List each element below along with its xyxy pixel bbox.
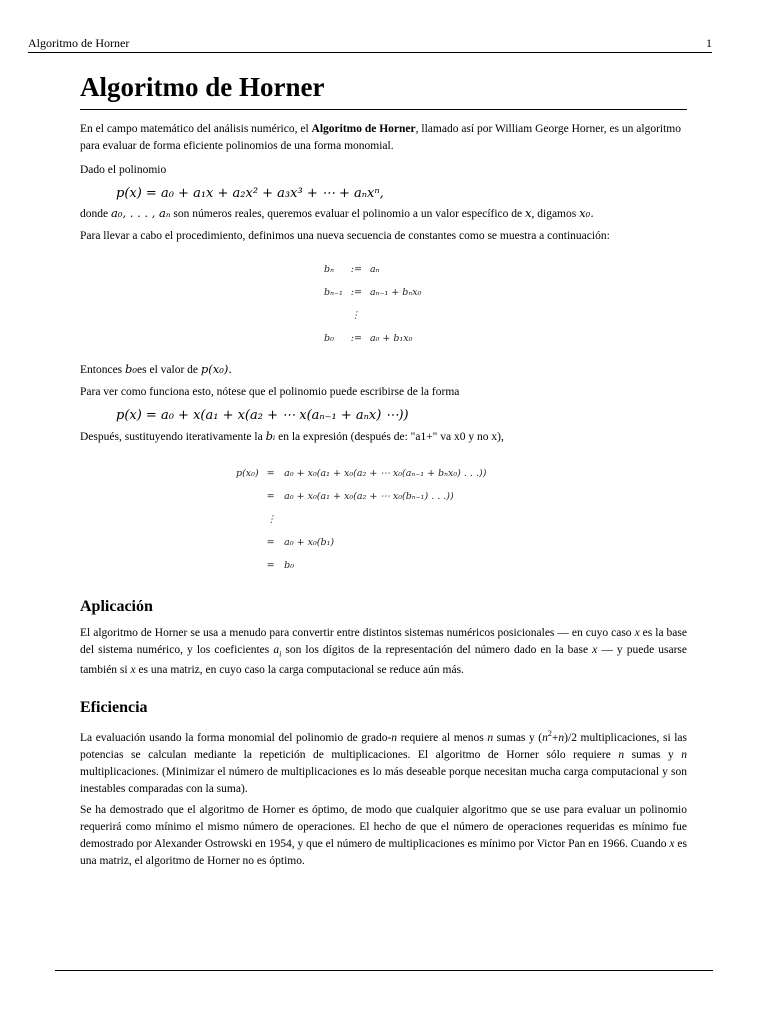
substitution-row bbox=[232, 462, 490, 485]
equation-lhs bbox=[232, 554, 263, 577]
b-sequence-row bbox=[320, 281, 425, 304]
b-sequence-row bbox=[320, 258, 425, 281]
equation-rhs: a₀ + b₁x₀ bbox=[369, 333, 413, 344]
aplicacion-heading: Aplicación bbox=[80, 598, 153, 615]
equation-lhs: bₙ bbox=[324, 264, 334, 275]
equation-op: ⋮ bbox=[266, 514, 277, 525]
substitution-row bbox=[232, 531, 490, 554]
form-paragraph: Para ver como funciona esto, nótese que el polinomio puede escribirse de la forma bbox=[80, 386, 460, 398]
eficiencia-heading: Eficiencia bbox=[80, 699, 148, 716]
eficiencia-paragraph-2: Se ha demostrado que el algoritmo de Horner es óptimo, de modo que cualquier algoritmo que se use para evaluar un polinomio requerirá como mínimo el mismo número de operaciones. El hecho de que el número de operaciones requeridas es mínimo fue demostrado por Alexander Ostrowski en 1954, y que el número de multiplicaciones es mínimo por Victor Pan en 1966. Cuando x es una matriz, el algoritmo de Horner no es óptimo. bbox=[80, 804, 687, 867]
equation-lhs: bₙ₋₁ bbox=[324, 287, 343, 298]
equation-op: ⋮ bbox=[350, 310, 361, 321]
substitution-equations bbox=[232, 462, 490, 577]
page-title: Algoritmo de Horner bbox=[80, 72, 325, 102]
equation-lhs bbox=[232, 531, 263, 554]
running-header-title: Algoritmo de Horner bbox=[28, 36, 130, 50]
nested-polynomial-formula: p(x) = a₀ + x(a₁ + x(a₂ + ⋯ x(aₙ₋₁ + aₙx) ⋯)) bbox=[116, 408, 409, 423]
coefficients-math: a₀, . . . , aₙ bbox=[110, 206, 171, 220]
equation-rhs: aₙ₋₁ + bₙx₀ bbox=[369, 287, 422, 298]
equation-rhs: a₀ + x₀(a₁ + x₀(a₂ + ⋯ x₀(aₙ₋₁ + bₙx₀) . . .)) bbox=[284, 468, 487, 479]
px0-math: p(x₀). bbox=[200, 362, 232, 376]
equation-rhs: aₙ bbox=[369, 264, 380, 275]
despues-paragraph: Después, sustituyendo iterativamente la bᵢ en la expresión (después de: "a1+" va x0 y no x), bbox=[80, 429, 504, 443]
aplicacion-paragraph: El algoritmo de Horner se usa a menudo para convertir entre distintos sistemas numéricos posicionales — en cuyo caso x es la base del sistema numérico, y los coeficientes $a_i$ son los dígitos de la representación del número dado en la base x — y puede usarse también si x es una matriz, en cuyo caso la carga computacional se reduce aún más. bbox=[80, 627, 687, 677]
given-polynomial-text: Dado el polinomio bbox=[80, 164, 167, 176]
equation-op: := bbox=[350, 264, 362, 275]
algorithm-name: Algoritmo de Horner bbox=[311, 123, 416, 135]
intro-paragraph: En el campo matemático del análisis numérico, el Algoritmo de Horner, llamado así por William George Horner, es un algoritmo para evaluar de forma eficiente polinomios de una forma monomial. bbox=[80, 123, 681, 152]
header-rule bbox=[28, 52, 712, 53]
x0-math: x₀. bbox=[579, 206, 594, 220]
equation-op: := bbox=[350, 333, 362, 344]
equation-lhs bbox=[320, 304, 347, 327]
title-rule bbox=[80, 109, 687, 110]
equation-rhs: b₀ bbox=[284, 560, 295, 571]
b0-math: b₀ bbox=[125, 362, 138, 376]
page-number: 1 bbox=[706, 36, 712, 50]
equation-rhs: a₀ + x₀(a₁ + x₀(a₂ + ⋯ x₀(bₙ₋₁) . . .)) bbox=[284, 491, 454, 502]
footer-rule bbox=[55, 970, 713, 971]
equation-lhs bbox=[232, 508, 263, 531]
entonces-paragraph: Entonces b₀es el valor de p(x₀). bbox=[80, 362, 232, 376]
equation-lhs: p(x₀) bbox=[236, 468, 259, 479]
substitution-row bbox=[232, 508, 490, 531]
bi-math: bᵢ bbox=[265, 429, 276, 443]
donde-paragraph: donde a₀, . . . , aₙ son números reales, queremos evaluar el polinomio a un valor específico de x, digamos x₀. bbox=[80, 206, 594, 220]
equation-lhs bbox=[232, 485, 263, 508]
equation-op: = bbox=[266, 491, 275, 502]
equation-rhs bbox=[366, 304, 425, 327]
b-sequence-row bbox=[320, 327, 425, 350]
b-sequence-equations bbox=[320, 258, 425, 350]
equation-op: = bbox=[266, 468, 275, 479]
equation-rhs bbox=[280, 508, 490, 531]
procedure-paragraph: Para llevar a cabo el procedimiento, definimos una nueva secuencia de constantes como se muestra a continuación: bbox=[80, 230, 610, 242]
equation-op: = bbox=[266, 537, 275, 548]
equation-op: = bbox=[266, 560, 275, 571]
x-math: x bbox=[525, 206, 532, 220]
b-sequence-row bbox=[320, 304, 425, 327]
polynomial-formula: p(x) = a₀ + a₁x + a₂x² + a₃x³ + ⋯ + aₙxⁿ, bbox=[116, 186, 384, 201]
equation-rhs: a₀ + x₀(b₁) bbox=[284, 537, 335, 548]
equation-op: := bbox=[350, 287, 362, 298]
eficiencia-paragraph-1: La evaluación usando la forma monomial del polinomio de grado-n requiere al menos n sumas y $(n^2+n)/2$ multiplicaciones, si las potencias se calculan mediante la repetición de multiplicaciones. El algoritmo de Horner sólo requiere n sumas y n multiplicaciones. (Minimizar el número de multiplicaciones es lo más deseable porque necesitan mucha carga computacional y son inestables comparadas con la suma). bbox=[80, 729, 688, 795]
equation-lhs: b₀ bbox=[324, 333, 334, 344]
substitution-row bbox=[232, 554, 490, 577]
substitution-row bbox=[232, 485, 490, 508]
